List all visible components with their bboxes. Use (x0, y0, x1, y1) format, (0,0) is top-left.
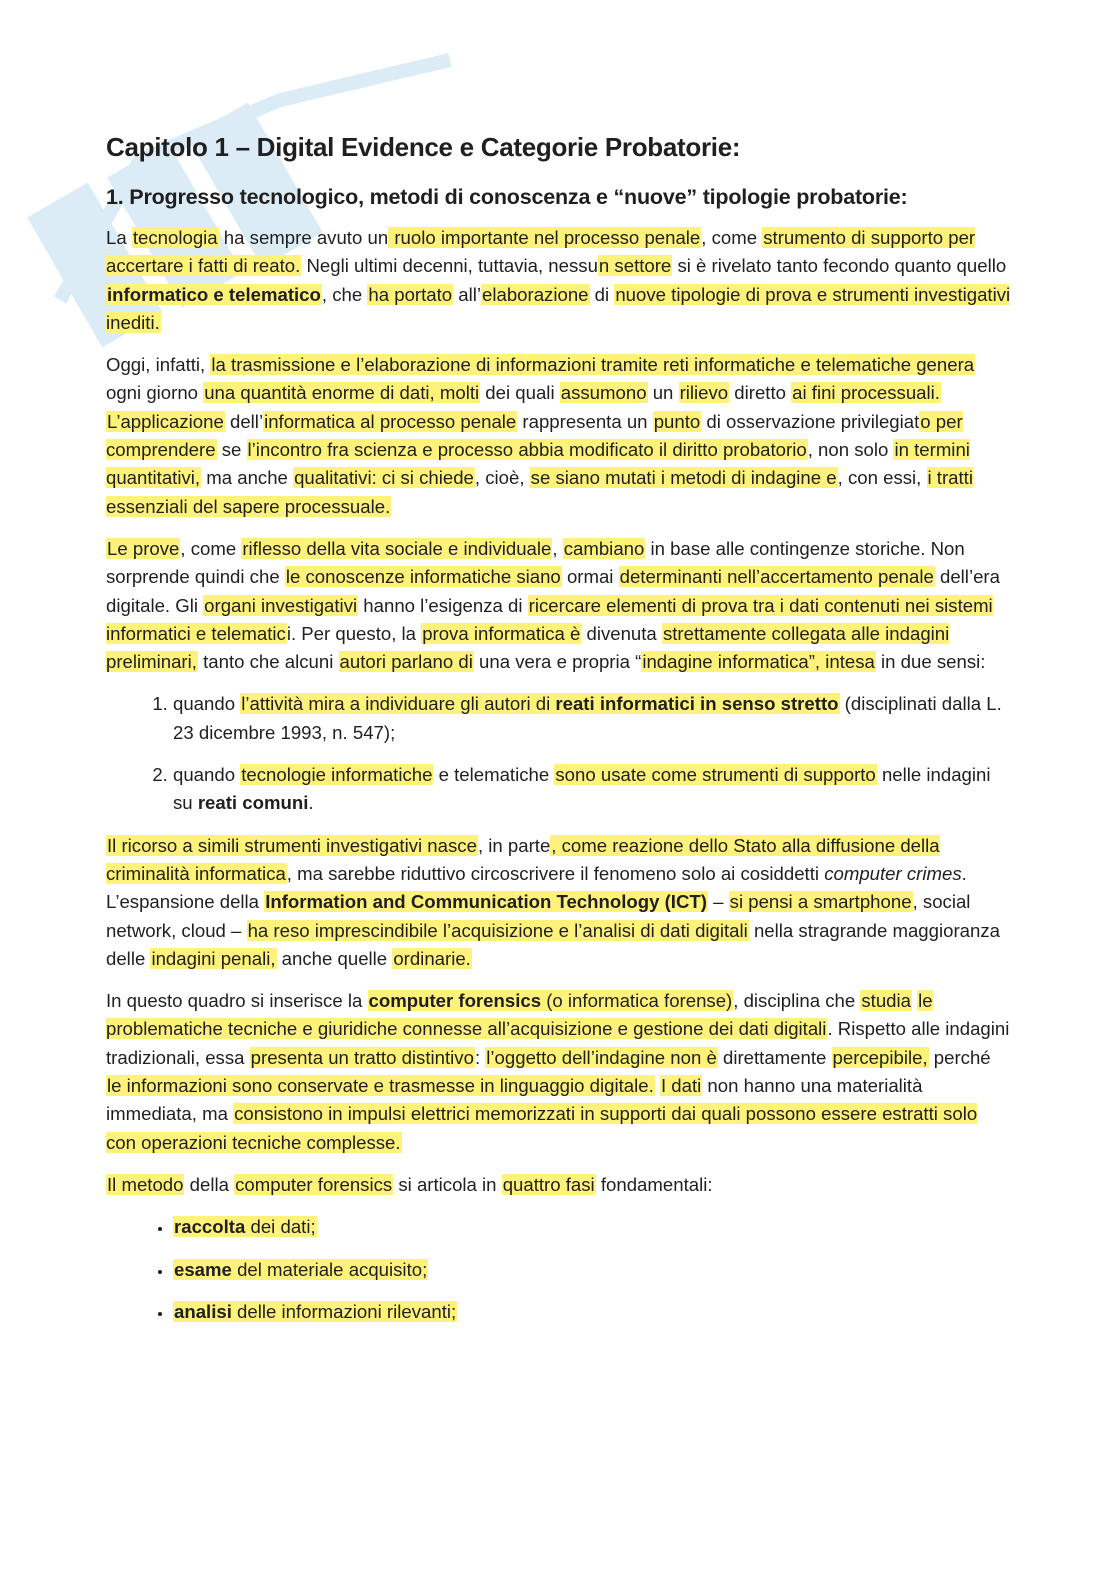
highlight (173, 1216, 317, 1237)
highlight: i tratti essenziali del sapere processuale. (106, 467, 973, 517)
highlight: le informazioni sono conservate e trasmesse in linguaggio digitale. (107, 1075, 654, 1097)
highlight: si pensi a smartphone (729, 891, 912, 913)
text: si articola in (393, 1173, 502, 1195)
text: , in parte (477, 834, 551, 856)
paragraph-2 (106, 351, 1011, 521)
highlight: riflesso della vita sociale e individuale (242, 537, 552, 559)
text: , (552, 537, 563, 559)
highlight: consistono in impulsi elettrici memorizzati in supporti dai quali possono essere estratti solo con operazioni tecniche complesse. (106, 1103, 978, 1153)
bold-text: analisi (174, 1300, 232, 1322)
document-page (106, 132, 1011, 1340)
list-item (173, 761, 1011, 818)
highlight: computer forensics (235, 1173, 393, 1195)
highlight (264, 891, 708, 912)
highlight (240, 693, 839, 714)
highlight: Il metodo (107, 1173, 184, 1195)
text: anche quelle (276, 947, 393, 969)
highlight: strumento di supporto per accertare i fatti di reato. (106, 227, 976, 277)
highlight: strettamente collegata alle indagini preliminari, (106, 622, 950, 673)
highlight: autori parlano di (339, 651, 473, 673)
text: (disciplinati dalla L. 23 dicembre 1993, n. 547); (173, 693, 1002, 743)
highlight: punto (653, 410, 701, 432)
highlight: le problematiche tecniche e giuridiche connesse all’acquisizione e gestione dei dati digitali (106, 990, 933, 1040)
text: nelle indagini su (173, 764, 991, 814)
bullet-list (106, 1213, 1011, 1326)
text: , come (180, 537, 242, 559)
text: divenuta (581, 622, 662, 644)
highlight: le conoscenze informatiche siano (285, 566, 561, 588)
text: se (216, 439, 247, 461)
highlight: in termini quantitativi, (106, 439, 970, 489)
bold-text: reati comuni (197, 792, 309, 814)
bold-text: computer forensics (368, 990, 542, 1012)
text: dell’ (224, 410, 264, 432)
text: all’ (453, 283, 482, 305)
highlight: informatica al processo penale (264, 410, 517, 432)
text: . L’espansione della (106, 862, 967, 913)
text: diretto (729, 382, 792, 404)
highlight: presenta un tratto distintivo (250, 1046, 474, 1068)
highlight: sono usate come strumenti di supporto (555, 764, 876, 786)
text: una vera e propria “ (473, 651, 642, 673)
bold-text: Information and Communication Technology (ICT) (265, 891, 707, 913)
highlight: ha portato (368, 283, 453, 305)
text: (o informatica forense) (541, 990, 733, 1012)
text: . (308, 792, 314, 814)
text: dell’era digitale. Gli (106, 566, 1000, 616)
highlight: quattro fasi (502, 1173, 595, 1195)
text: , social network, cloud – (106, 891, 971, 941)
highlight (368, 990, 734, 1011)
highlight: nuove tipologie di prova e strumenti investigativi inediti. (106, 283, 1011, 333)
text: ormai (561, 566, 619, 588)
text: Negli ultimi decenni, tuttavia, nessu (301, 255, 598, 277)
text: un (647, 382, 679, 404)
text: , con essi, (837, 467, 927, 489)
highlight: o per comprendere (106, 410, 963, 461)
text: e telematiche (433, 764, 555, 786)
highlight: L’applicazione (107, 410, 224, 432)
section-title: 1. Progresso tecnologico, metodi di conoscenza e “nuove” tipologie probatorie: (106, 185, 908, 209)
highlight: l’oggetto dell’indagine non è (486, 1046, 717, 1068)
highlight: organi investigativi (204, 594, 358, 616)
list-item (173, 690, 1011, 747)
text: In questo quadro si inserisce la (106, 990, 368, 1012)
text: , non solo (807, 439, 894, 461)
text: , che (321, 283, 368, 305)
highlight: I dati (660, 1075, 702, 1097)
text: direttamente (717, 1046, 832, 1068)
highlight: qualitativi: ci si chiede (294, 467, 474, 489)
list-item (173, 1256, 1011, 1284)
text: Oggi, infatti, (106, 354, 211, 376)
text: , come (701, 227, 763, 248)
text: , disciplina che (733, 990, 861, 1012)
text: nella stragrande maggioranza delle (106, 919, 1000, 969)
text: fondamentali: (595, 1173, 713, 1195)
highlight: ricercare elementi di prova tra i dati contenuti nei sistemi informatici e telematic (106, 594, 993, 644)
text: : (474, 1046, 486, 1068)
highlight: una quantità enorme di dati, molti (204, 382, 480, 404)
text: ma anche (201, 467, 294, 489)
highlight: l’incontro fra scienza e processo abbia modificato il diritto probatorio (247, 439, 807, 461)
text: si è rivelato tanto fecondo quanto quello (672, 255, 1007, 277)
text: dei quali (480, 382, 560, 404)
highlight: Il ricorso a simili strumenti investigativi nasce (107, 834, 477, 856)
text: perché (928, 1046, 991, 1068)
text: ogni giorno (106, 382, 204, 404)
list-item (173, 1298, 1011, 1326)
text: della (184, 1173, 235, 1195)
text: hanno l’esigenza di (358, 594, 528, 616)
highlight: rilievo (679, 382, 729, 404)
text: di (589, 283, 615, 305)
highlight: studia (861, 990, 911, 1012)
highlight: indagine informatica”, intesa (642, 651, 875, 673)
text: i. Per questo, la (286, 622, 422, 644)
highlight: ruolo importante nel processo penale (389, 227, 701, 248)
text: quando (173, 764, 241, 786)
highlight: indagini penali, (151, 947, 276, 969)
text: quando (173, 693, 241, 715)
paragraph-4 (106, 832, 1011, 973)
highlight: Le prove (107, 537, 180, 559)
bold-text: reati informatici in senso stretto (555, 693, 839, 715)
highlight: n settore (598, 255, 672, 277)
bold-text: esame (174, 1258, 232, 1280)
text: dei dati; (245, 1216, 316, 1238)
highlight: ordinarie. (393, 947, 471, 969)
chapter-title: Capitolo 1 – Digital Evidence e Categorie Probatorie: (106, 132, 741, 162)
text: in due sensi: (875, 651, 986, 673)
highlight: cambiano (563, 537, 645, 559)
highlight: assumono (560, 382, 647, 404)
highlight: ai fini processuali. (792, 382, 940, 404)
bold-text: raccolta (174, 1216, 246, 1238)
highlight: , come reazione dello Stato alla diffusione della criminalità informatica (106, 834, 940, 884)
text: La (106, 227, 132, 248)
italic-text: computer crimes (824, 862, 962, 884)
text: rappresenta un (517, 410, 653, 432)
text: in base alle contingenze storiche. Non sorprende quindi che (106, 537, 965, 588)
text: delle informazioni rilevanti; (231, 1300, 457, 1322)
highlight (173, 1301, 457, 1322)
highlight: prova informatica è (422, 622, 581, 644)
highlight: tecnologia (132, 227, 218, 248)
highlight (173, 1259, 428, 1280)
text: . Rispetto alle indagini tradizionali, essa (106, 1018, 1010, 1068)
text: del materiale acquisito; (231, 1258, 428, 1280)
text: – (707, 891, 729, 913)
list-item (173, 1213, 1011, 1241)
text: l’attività mira a individuare gli autori di (241, 693, 556, 715)
text: non hanno una materialità immediata, ma (106, 1075, 923, 1125)
bold-text: informatico e telematico (107, 283, 321, 305)
highlight: se siano mutati i metodi di indagine e (530, 467, 837, 489)
highlight (106, 284, 322, 305)
text: , ma sarebbe riduttivo circoscrivere il fenomeno solo ai cosiddetti (286, 862, 825, 884)
text: di osservazione privilegiat (701, 410, 920, 432)
highlight: elaborazione (482, 283, 589, 305)
paragraph-1 (106, 224, 1011, 337)
text: , cioè, (474, 467, 530, 489)
highlight: percepibile, (832, 1046, 928, 1068)
paragraph-6 (106, 1171, 1011, 1199)
text: ha sempre avuto un (218, 227, 389, 248)
highlight: tecnologie informatiche (241, 764, 433, 786)
paragraph-3 (106, 535, 1011, 676)
numbered-list (106, 690, 1011, 817)
paragraph-5 (106, 987, 1011, 1157)
highlight: ha reso imprescindibile l’acquisizione e l’analisi di dati digitali (247, 919, 748, 941)
highlight: la trasmissione e l’elaborazione di informazioni tramite reti informatiche e telematiche genera (211, 354, 975, 376)
highlight: determinanti nell’accertamento penale (619, 566, 934, 588)
text: tanto che alcuni (197, 651, 339, 673)
